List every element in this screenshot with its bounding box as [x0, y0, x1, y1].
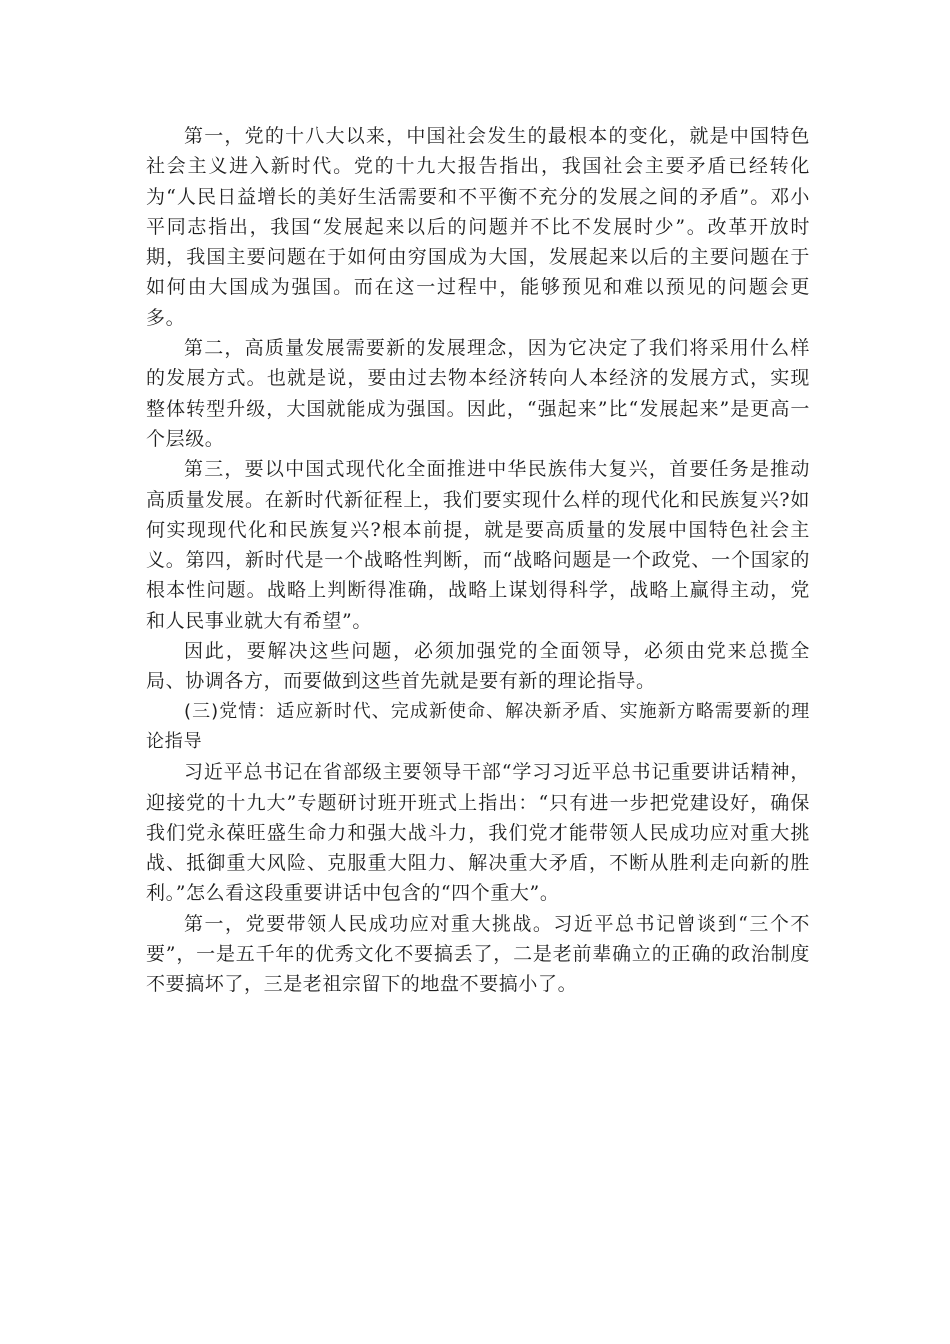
document-body: [146, 121, 810, 1000]
paragraph-third-modernization: 第三，要以中国式现代化全面推进中华民族伟大复兴，首要任务是推动高质量发展。在新时代新征程上，我们要实现什么样的现代化和民族复兴?如何实现现代化和民族复兴?根本前提，就是要高质量的发展中国特色社会主义。第四，新时代是一个战略性判断，而“战略问题是一个政党、一个国家的根本性问题。战略上判断得准确，战略上谋划得科学，战略上赢得主动，党和人民事业就大有希望”。: [146, 458, 810, 632]
paragraph-three-donts: 第一，党要带领人民成功应对重大挑战。习近平总书记曾谈到“三个不要”，一是五千年的优秀文化不要搞丢了，二是老前辈确立的正确的政治制度不要搞坏了，三是老祖宗留下的地盘不要搞小了。: [146, 912, 810, 996]
paragraph-first-new-era: 第一，党的十八大以来，中国社会发生的最根本的变化，就是中国特色社会主义进入新时代。党的十九大报告指出，我国社会主要矛盾已经转化为“人民日益增长的美好生活需要和不平衡不充分的发展之间的矛盾”。邓小平同志指出，我国“发展起来以后的问题并不比不发展时少”。改革开放时期，我国主要问题在于如何由穷国成为大国，发展起来以后的主要问题在于如何由大国成为强国。而在这一过程中，能够预见和难以预见的问题会更多。: [146, 125, 810, 329]
paragraph-second-development-concept: 第二，高质量发展需要新的发展理念，因为它决定了我们将采用什么样的发展方式。也就是说，要由过去物本经济转向人本经济的发展方式，实现整体转型升级，大国就能成为强国。因此，“强起来”比“发展起来”是更高一个层级。: [146, 337, 810, 450]
paragraph-party-leadership: 因此，要解决这些问题，必须加强党的全面领导，必须由党来总揽全局、协调各方，而要做到这些首先就是要有新的理论指导。: [146, 640, 810, 693]
section-heading-party-situation: (三)党情：适应新时代、完成新使命、解决新矛盾、实施新方略需要新的理论指导: [146, 700, 810, 752]
paragraph-speech-quote: 习近平总书记在省部级主要领导干部“学习习近平总书记重要讲话精神，迎接党的十九大”专题研讨班开班式上指出：“只有进一步把党建设好，确保我们党永葆旺盛生命力和强大战斗力，我们党才能带领人民成功应对重大挑战、抵御重大风险、克服重大阻力、解决重大矛盾，不断从胜利走向新的胜利。”怎么看这段重要讲话中包含的“四个重大”。: [146, 761, 810, 905]
